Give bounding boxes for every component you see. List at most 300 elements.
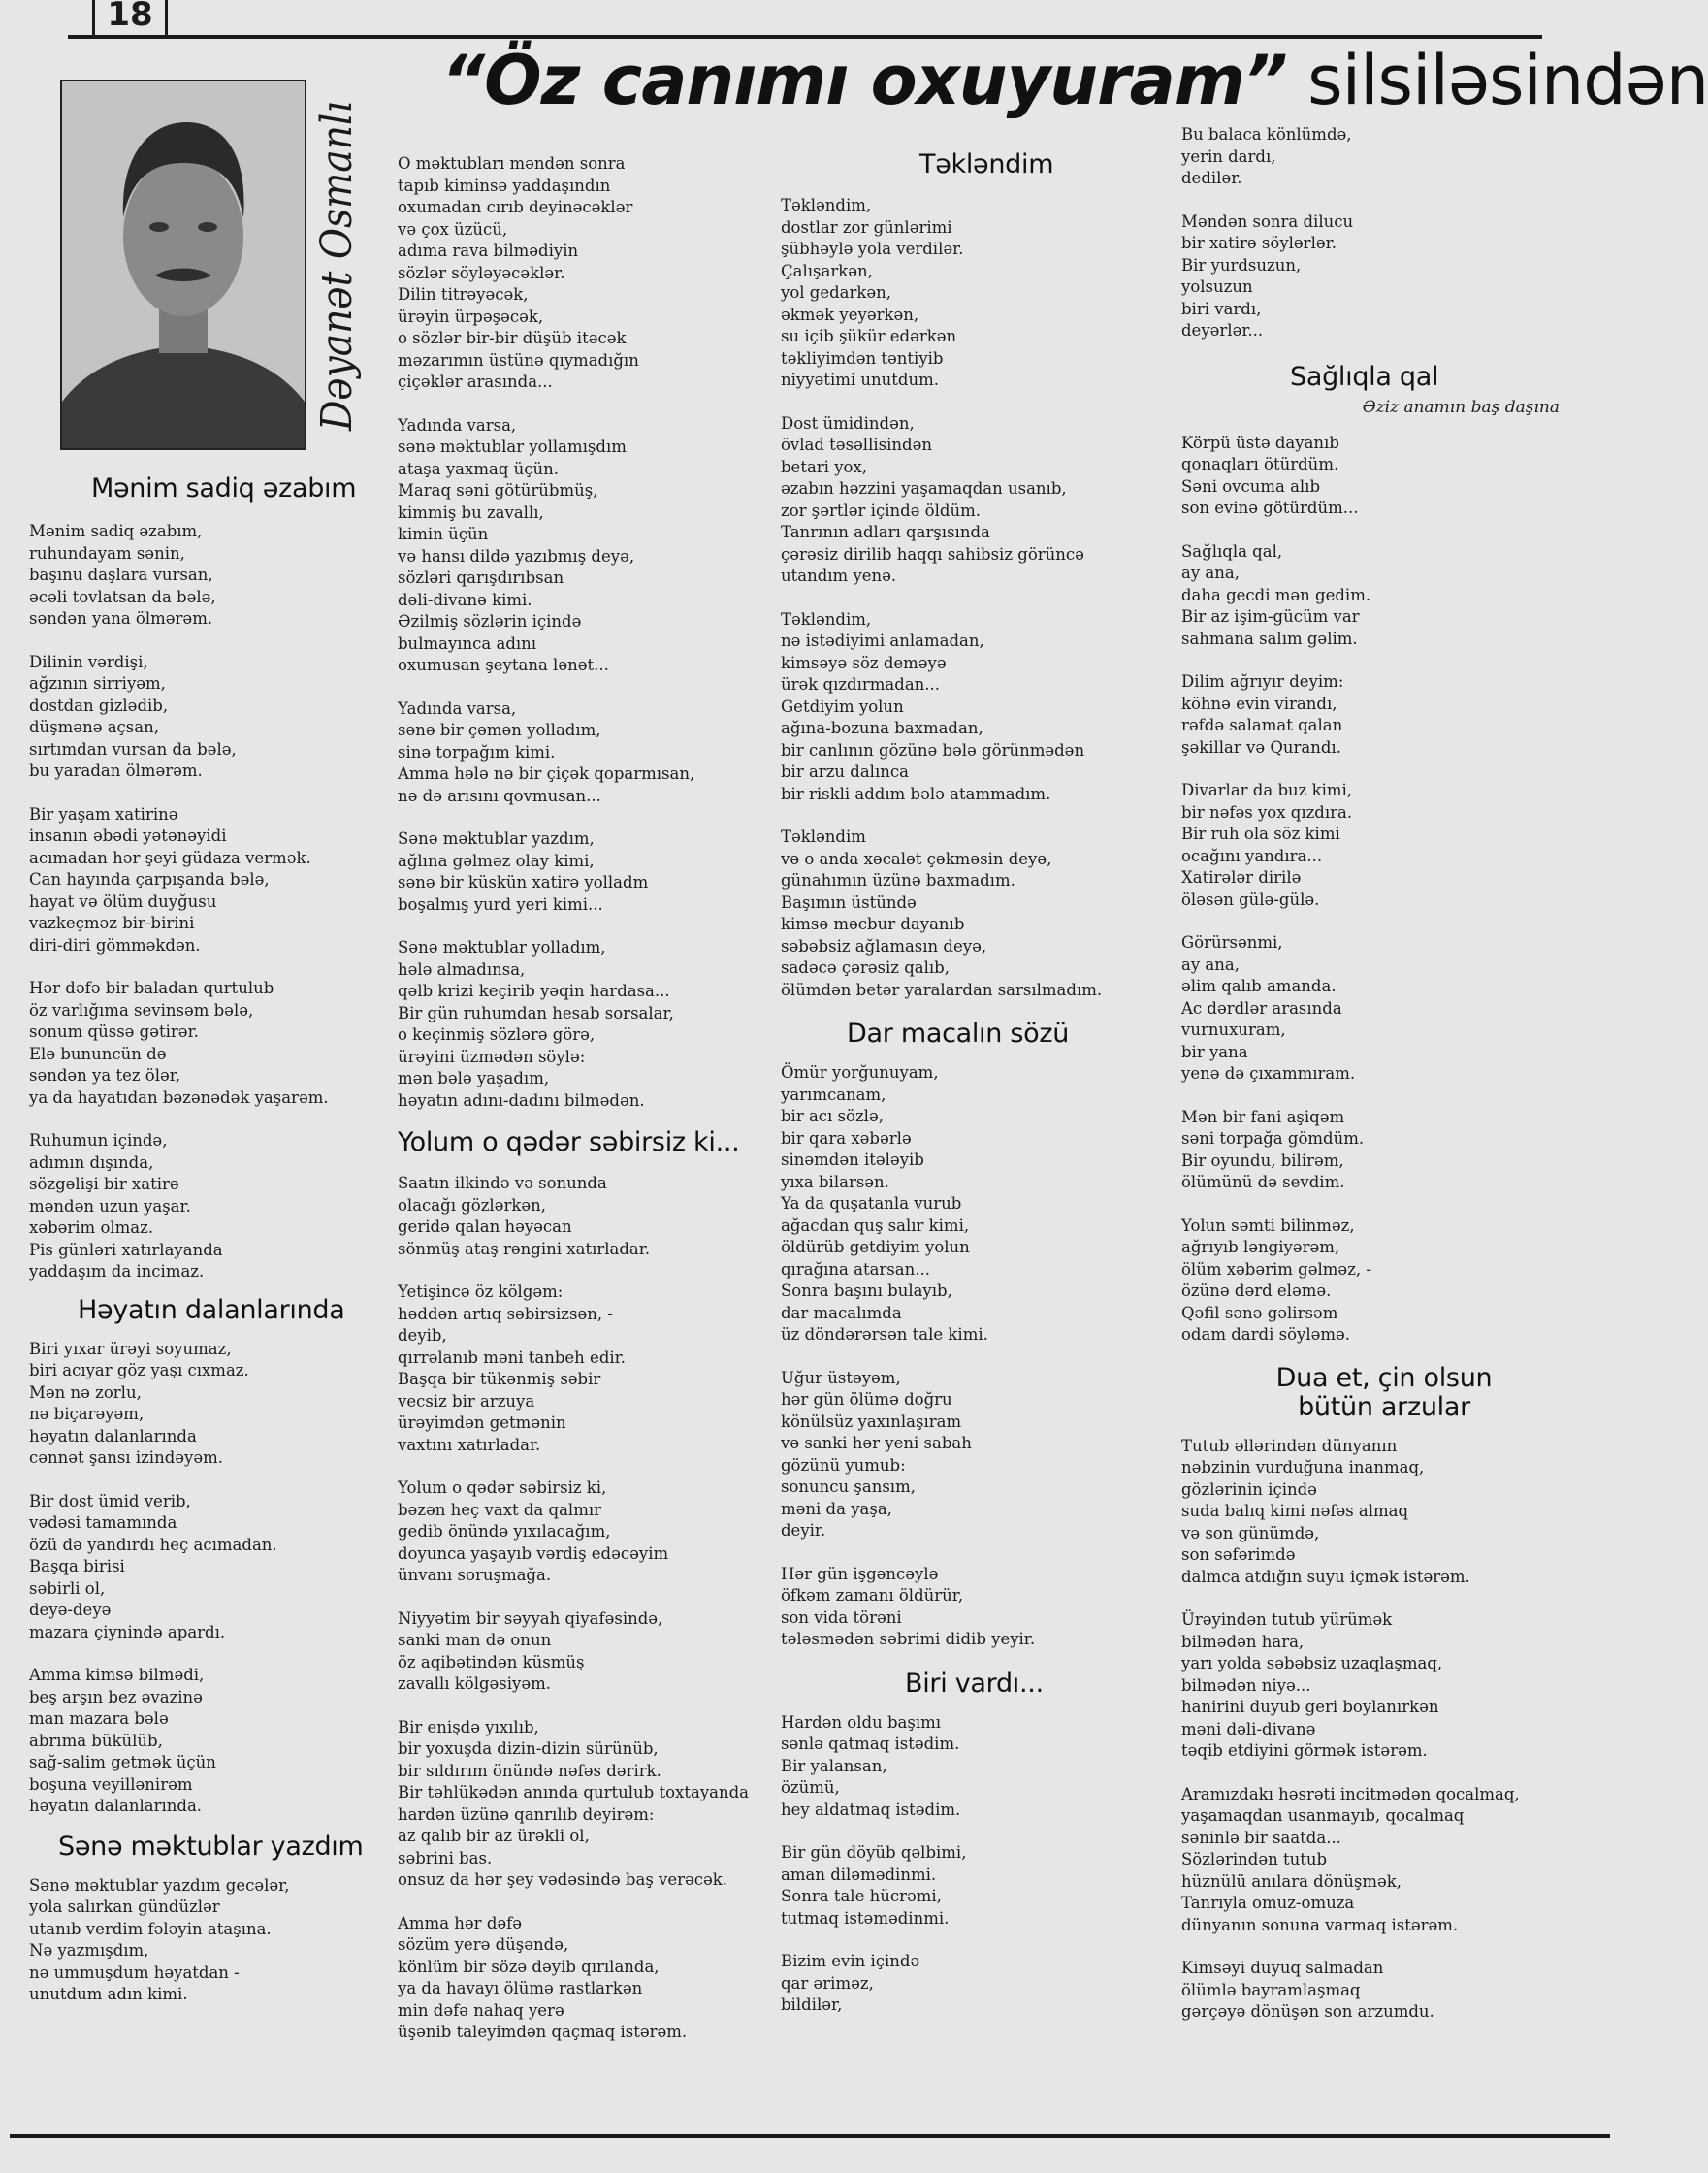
poem-title: Dua et, çin olsun bütün arzular — [1275, 1362, 1493, 1422]
stanza — [781, 1564, 1169, 1651]
poem-line: sənə bir küskün xatirə yolladm — [398, 873, 649, 892]
poem-line: son vida törəni — [781, 1607, 902, 1627]
stanza — [29, 652, 398, 783]
poem-body — [398, 153, 786, 1112]
poem-line: Hardən oldu başımı — [781, 1712, 942, 1732]
poem-line: Uğur üstəyəm, — [781, 1368, 901, 1387]
poem-body — [1181, 124, 1560, 342]
poem-line: nəbzinin vurduğuna inanmaq, — [1181, 1458, 1425, 1476]
poem-line: ölümünü də sevdim. — [1181, 1173, 1345, 1191]
poem-line: Bu balaca könlümdə, — [1181, 125, 1352, 144]
poem-line: Yadında varsa, — [398, 415, 517, 435]
poem-line: bulmayınca adını — [398, 633, 537, 653]
poem-line: Körpü üstə dayanıb — [1181, 433, 1339, 452]
stanza — [781, 413, 1169, 588]
poem-line: Bir ruh ola söz kimi — [1181, 825, 1340, 843]
poem-line: vazkeçməz bir-birini — [29, 914, 195, 932]
poem-line: məni dəli-divanə — [1181, 1719, 1316, 1738]
poem-line: sinə torpağım kimi. — [398, 742, 556, 762]
poem-line: dedilər. — [1181, 169, 1242, 187]
stanza — [398, 698, 786, 808]
poem-line: Bir yalansan, — [781, 1756, 887, 1775]
page-number: 18 — [92, 0, 168, 38]
poem-line: dəli-divanə kimi. — [398, 590, 532, 609]
poem-line: Bir az işim-gücüm var — [1181, 607, 1360, 626]
column-2 — [398, 153, 786, 2065]
poem-line: şübhəylə yola verdilər. — [781, 240, 964, 258]
poem-line: Ürəyindən tutub yürümək — [1181, 1610, 1393, 1629]
column-4 — [1181, 124, 1560, 2045]
page-headline — [441, 41, 1708, 120]
poem-line: ruhundayam sənin, — [29, 543, 185, 563]
poem-line: gedib önündə yıxılacağım, — [398, 1522, 611, 1541]
poem-line: bilmədən hara, — [1181, 1632, 1305, 1651]
stanza — [398, 153, 786, 394]
poem-line: o keçinmiş sözlərə görə, — [398, 1025, 596, 1044]
poem-line: qırağına atarsan... — [781, 1259, 930, 1279]
poem-line: yaddaşım da incimaz. — [29, 1262, 205, 1281]
poem-line: onsuz da hər şey vədəsində baş verəcək. — [398, 1870, 728, 1889]
stanza — [29, 521, 398, 631]
poem-title: Yolum o qədər səbirsiz ki... — [398, 1127, 740, 1157]
poem-line: Dilim ağrıyır deyim: — [1181, 672, 1344, 691]
poem-line: yarımcanam, — [781, 1085, 886, 1104]
poem-line: yol gedarkən, — [781, 283, 892, 302]
poem-line: sırtımdan vursan da bələ, — [29, 739, 237, 759]
poem-line: ağzının sirriyəm, — [29, 674, 166, 693]
poem-line: Divarlar da buz kimi, — [1181, 781, 1353, 799]
stanza — [398, 1477, 786, 1587]
stanza — [1181, 780, 1560, 911]
poem-line: ataşa yaxmaq üçün. — [398, 459, 559, 478]
poem-line: cənnət şansı izindəyəm. — [29, 1448, 223, 1467]
poem-line: az qalıb bir az ürəkli ol, — [398, 1827, 590, 1845]
poem-line: Dilin titrəyəcək, — [398, 285, 529, 304]
poem-line: sözgəlişi bir xatirə — [29, 1175, 179, 1193]
poem-line: abrıma bükülüb, — [29, 1731, 163, 1750]
stanza — [398, 1913, 786, 2044]
stanza — [398, 1717, 786, 1892]
poem-line: öləsən gülə-gülə. — [1181, 890, 1320, 909]
poem-body — [781, 195, 1169, 1001]
column-1 — [29, 473, 398, 2027]
poem-body — [781, 1062, 1169, 1651]
stanza — [1181, 1609, 1560, 1763]
stanza — [1181, 433, 1560, 520]
poem-line: son səfərimdə — [1181, 1545, 1296, 1564]
poem-line: kimin üçün — [398, 525, 489, 543]
poem-body — [29, 521, 398, 1283]
author-name: Dəyanət Osmanlı — [312, 60, 362, 431]
poem-line: məni da yaşa, — [781, 1499, 892, 1518]
poem-line: öz varlığıma sevinsəm bələ, — [29, 1000, 254, 1020]
header-rule — [68, 35, 1542, 39]
poem-line: Yetişincə öz kölgəm: — [398, 1282, 564, 1301]
poem-line: sahmana salım gəlim. — [1181, 629, 1358, 648]
poem-line: Tanrının adları qarşısında — [781, 523, 990, 541]
poem-line: məzarımın üstünə qıymadığın — [398, 350, 639, 370]
poem-line: hardən üzünə qanrılıb deyirəm: — [398, 1804, 655, 1824]
stanza — [398, 415, 786, 677]
poem-line: deyə-deyə — [29, 1601, 112, 1619]
poem-line: Mənim sadiq əzabım, — [29, 522, 203, 540]
poem-line: doyunca yaşayıb vərdiş edəcəyim — [398, 1543, 669, 1563]
poem-line: bir yoxuşda dizin-dizin sürünüb, — [398, 1739, 659, 1758]
poem-line: hələ almadınsa, — [398, 959, 526, 979]
poem-line: sənlə qatmaq istədim. — [781, 1735, 960, 1753]
poem-line: başınu daşlara vursan, — [29, 566, 213, 584]
poem-line: öz aqibətindən küsmüş — [398, 1652, 585, 1671]
poem-line: oxumadan cırıb deyinəcəklər — [398, 198, 633, 216]
poem-line: çiçəklər arasında... — [398, 373, 553, 391]
poem-line: bir nəfəs yox qızdıra. — [1181, 802, 1353, 822]
poem-title: Biri vardı... — [905, 1668, 1044, 1699]
poem-line: Sənə məktublar yolladım, — [398, 938, 606, 957]
poem-line: sənə məktublar yollamışdım — [398, 438, 627, 456]
poem-line: Bir enişdə yıxılıb, — [398, 1717, 539, 1736]
poem-line: hanirini duyub geri boylanırkən — [1181, 1698, 1439, 1716]
poem-line: səbrini bas. — [398, 1848, 493, 1867]
poem-line: bir arzu dalınca — [781, 762, 909, 781]
poem-line: ağlına gəlməz olay kimi, — [398, 851, 595, 870]
poem-line: və çox üzücü, — [398, 219, 508, 239]
stanza — [1181, 1784, 1560, 1937]
poem-line: zavallı kölgəsiyəm. — [398, 1674, 552, 1693]
poem-line: Mən nə zorlu, — [29, 1382, 142, 1402]
poem-line: və son günümdə, — [1181, 1523, 1320, 1542]
poem-line: Nə yazmışdım, — [29, 1941, 149, 1960]
stanza — [1181, 1436, 1560, 1589]
poem-line: Sənə məktublar yazdım gecələr, — [29, 1875, 290, 1895]
stanza — [29, 1491, 398, 1644]
poem-line: Getdiyim yolun — [781, 697, 904, 716]
poem-line: Sənə məktublar yazdım, — [398, 829, 595, 848]
poem-line: Çalışarkən, — [781, 261, 873, 280]
poem-line: könülsüz yaxınlaşıram — [781, 1411, 962, 1431]
stanza — [398, 1173, 786, 1260]
poem-line: Niyyətim bir səyyah qiyafəsində, — [398, 1608, 663, 1628]
poem-line: deyərlər... — [1181, 321, 1264, 340]
poem-line: bir sıldırım önündə nəfəs dərirk. — [398, 1761, 661, 1780]
stanza — [398, 828, 786, 916]
poem-line: insanın əbədi yətənəyidi — [29, 827, 227, 845]
poem-line: Bir oyundu, bilirəm, — [1181, 1151, 1344, 1170]
poem-line: vurnuxuram, — [1181, 1021, 1286, 1039]
poem-line: aman diləmədinmi. — [781, 1865, 937, 1884]
poem-line: dostdan gizlədib, — [29, 696, 169, 715]
poem-line: Təkləndim — [781, 827, 866, 846]
poem-line: Qəfil sənə gəlirsəm — [1181, 1303, 1338, 1322]
poem-line: Maraq səni götürübmüş, — [398, 481, 598, 500]
poem-line: Ya da quşatanla vurub — [781, 1194, 962, 1213]
poem-line: Hər gün işgəncəylə — [781, 1564, 939, 1583]
poem-title: Təkləndim — [919, 149, 1054, 179]
poem-line: adıma rava bilmədiyin — [398, 242, 579, 260]
poem-line: ürəyimdən getmənin — [398, 1413, 566, 1432]
poem-line: sadəcə çərəsiz qalıb, — [781, 958, 950, 977]
poem-line: sonum qüssə gətirər. — [29, 1022, 199, 1041]
poem-line: yıxa bilarsən. — [781, 1172, 889, 1191]
stanza — [781, 1712, 1169, 1822]
poem-line: dünyanın sonuna varmaq istərəm. — [1181, 1915, 1459, 1934]
poem-line: Bir dost ümid verib, — [29, 1491, 191, 1510]
poem-line: Xatirələr dirilə — [1181, 868, 1302, 887]
poem-line: sağ-salim getmək üçün — [29, 1753, 216, 1771]
poem-line: bəzən heç vaxt da qalmır — [398, 1500, 602, 1519]
footer-rule — [10, 2134, 1610, 2138]
poem-line: Dost ümidindən, — [781, 413, 915, 433]
poem-line: həyatın dalanlarında. — [29, 1797, 203, 1815]
poem-line: bir riskli addım bələ atammadım. — [781, 784, 1051, 803]
poem-line: bilmədən niyə... — [1181, 1675, 1311, 1695]
poem-line: betari yox, — [781, 457, 868, 476]
poem-title: Sağlıqla qal — [1290, 361, 1439, 392]
poem-line: təqib etdiyini görmək istərəm. — [1181, 1741, 1428, 1760]
poem-line: səni torpağa gömdüm. — [1181, 1129, 1365, 1148]
poem-line: ürəyin ürpəşəcək, — [398, 307, 544, 326]
poem-line: Başqa bir tükənmiş səbir — [398, 1370, 601, 1388]
poem-body — [29, 1339, 398, 1818]
stanza — [1181, 541, 1560, 651]
poem-line: yarı yolda səbəbsiz uzaqlaşmaq, — [1181, 1654, 1443, 1672]
poem-line: Ac dərdlər arasında — [1181, 998, 1342, 1018]
poem-line: yola salırkan gündüzlər — [29, 1897, 220, 1916]
poem-line: boşalmış yurd yeri kimi... — [398, 894, 603, 914]
poem-line: ya da havayı ölümə rastlarkən — [398, 1979, 643, 1997]
poem-line: Tutub əllərindən dünyanın — [1181, 1436, 1398, 1455]
poem-body — [1181, 1436, 1560, 2024]
headline-rest: silsiləsindən — [1307, 41, 1708, 120]
poem-line: ağrıyıb ləngiyərəm, — [1181, 1238, 1340, 1256]
poem-line: həddən artıq səbirsizsən, - — [398, 1304, 613, 1323]
stanza — [29, 1875, 398, 2006]
poem-line: sinəmdən itələyib — [781, 1151, 924, 1169]
poem-line: Tanrıyla omuz-omuza — [1181, 1894, 1355, 1912]
poem-line: Sözlərindən tutub — [1181, 1850, 1328, 1868]
stanza — [398, 1608, 786, 1696]
poem-line: rəfdə salamat qalan — [1181, 716, 1343, 734]
poem-line: düşmənə açsan, — [29, 718, 159, 736]
poem-line: Amma kimsə bilmədi, — [29, 1666, 205, 1684]
poem-line: dar macalımda — [781, 1303, 902, 1322]
poem-line: ölüm xəbərim gəlməz, - — [1181, 1259, 1371, 1279]
stanza — [781, 1062, 1169, 1346]
stanza — [398, 1281, 786, 1456]
stanza — [398, 937, 786, 1112]
poem-line: öldürüb getdiyim yolun — [781, 1238, 970, 1256]
poem-line: Dilinin vərdişi, — [29, 652, 148, 671]
poem-line: hey aldatmaq istədim. — [781, 1800, 961, 1819]
poem-line: diri-diri gömməkdən. — [29, 935, 201, 955]
poem-line: ay ana, — [1181, 564, 1240, 582]
poem-body — [29, 1875, 398, 2006]
column-3 — [781, 149, 1169, 2038]
poem-line: geridə qalan həyəcan — [398, 1217, 572, 1236]
poem-line: utanıb verdim fələyin ataşına. — [29, 1919, 272, 1938]
poem-line: ürəyini üzmədən söylə: — [398, 1047, 586, 1066]
poem-line: Ömür yorğunuyam, — [781, 1063, 939, 1082]
poem-line: zor şərtlər içində öldüm. — [781, 501, 981, 520]
poem-line: könlüm bir sözə dəyib qırılanda, — [398, 1957, 660, 1976]
poem-line: Can hayında çarpışanda bələ, — [29, 870, 270, 889]
poem-line: Səni ovcuma alıb — [1181, 476, 1321, 496]
poem-line: sönmüş ataş rəngini xatırladar. — [398, 1239, 651, 1258]
poem-line: Amma hər dəfə — [398, 1913, 523, 1932]
poem-line: hüznülü anılara dönüşmək, — [1181, 1871, 1402, 1891]
poem-line: Bir təhlükədən anında qurtulub toxtayanda — [398, 1783, 750, 1801]
poem-line: son evinə götürdüm... — [1181, 499, 1359, 517]
headline-quoted: “Öz canımı oxuyuram” — [441, 41, 1287, 120]
poem-line: köhnə evin virandı, — [1181, 694, 1337, 713]
poem-line: qəlb krizi keçirib yəqin hardasa... — [398, 982, 670, 1000]
poem-line: yenə də çıxammıram. — [1181, 1064, 1356, 1083]
poem-line: səndən yana ölmərəm. — [29, 609, 213, 628]
poem-line: Bir yaşam xatirinə — [29, 804, 178, 824]
poem-line: o sözlər bir-bir düşüb itəcək — [398, 329, 627, 347]
poem-line: ocağını yandıra... — [1181, 846, 1323, 865]
stanza — [1181, 1958, 1560, 2024]
stanza — [1181, 1216, 1560, 1346]
author-portrait-icon — [62, 81, 305, 448]
stanza — [1181, 671, 1560, 759]
poem-line: odam dardi söyləmə. — [1181, 1325, 1351, 1344]
stanza — [29, 1665, 398, 1818]
author-photo — [60, 80, 306, 450]
poem-line: hər gün ölümə doğru — [781, 1390, 952, 1409]
poem-body — [781, 1712, 1169, 2017]
poem-line: Yolun səmti bilinməz, — [1181, 1216, 1355, 1235]
poem-line: və hansı dildə yazıbmış deyə, — [398, 546, 635, 566]
poem-line: Aramızdakı həsrəti incitmədən qocalmaq, — [1181, 1784, 1520, 1803]
poem-line: əlim qalıb amanda. — [1181, 977, 1337, 995]
poem-line: Mən bir fani aşiqəm — [1181, 1107, 1345, 1126]
poem-line: ölümdən betər yaralardan sarsılmadım. — [781, 980, 1103, 999]
poem-line: Başqa birisi — [29, 1557, 125, 1575]
poem-line: Biri yıxar ürəyi soyumaz, — [29, 1339, 232, 1358]
poem-line: olacağı gözlərkən, — [398, 1195, 546, 1215]
poem-line: daha gecdi mən gedim. — [1181, 585, 1371, 604]
stanza — [1181, 211, 1560, 342]
poem-line: Bir yurdsuzun, — [1181, 255, 1302, 275]
poem-line: ya da hayatıdan bəzənədək yaşarəm. — [29, 1087, 329, 1107]
stanza — [29, 1339, 398, 1470]
poem-line: övlad təsəllisindən — [781, 436, 932, 454]
poem-line: sözlər söyləyəcəklər. — [398, 263, 565, 282]
poem-line: özü də yandırdı heç acımadan. — [29, 1535, 277, 1554]
poem-line: kimsəyə söz deməyə — [781, 653, 947, 672]
poem-line: deyir. — [781, 1521, 826, 1540]
poem-line: sözləri qarışdırıbsan — [398, 568, 564, 587]
poem-title: Sənə məktublar yazdım — [58, 1831, 364, 1862]
poem-title: Dar macalın sözü — [847, 1019, 1070, 1049]
poem-line: bir yana — [1181, 1042, 1248, 1061]
poem-line: beş arşın bez əvazinə — [29, 1687, 203, 1706]
poem-line: nə istədiyimi anlamadan, — [781, 632, 984, 650]
poem-line: yaşamaqdan usanmayıb, qocalmaq — [1181, 1806, 1465, 1825]
stanza — [781, 1368, 1169, 1542]
poem-line: xəbərim olmaz. — [29, 1218, 154, 1237]
poem-line: qonaqları ötürdüm. — [1181, 455, 1339, 473]
poem-line: kimmiş bu zavallı, — [398, 503, 544, 522]
poem-line: gözlərinin içində — [1181, 1479, 1317, 1499]
poem-line: niyyətimi unutdum. — [781, 371, 939, 389]
poem-line: əkmək yeyərkən, — [781, 305, 919, 324]
poem-line: özümü, — [781, 1778, 840, 1797]
poem-line: bildilər, — [781, 1995, 843, 2014]
poem-line: ünvanı soruşmağa. — [398, 1566, 552, 1584]
poem-line: Yolum o qədər səbirsiz ki, — [398, 1478, 607, 1497]
poem-line: su içib şükür edərkən — [781, 327, 957, 345]
poem-line: dostlar zor günlərimi — [781, 217, 952, 237]
poem-line: Bizim evin içində — [781, 1952, 920, 1970]
poem-title: Həyatın dalanlarında — [78, 1294, 345, 1325]
poem-line: Ruhumun içində, — [29, 1131, 168, 1150]
poem-line: qırrəlanıb məni tanbeh edir. — [398, 1347, 626, 1367]
poem-line: Sonra tale hücrəmi, — [781, 1887, 942, 1905]
poem-line: Məndən sonra dilucu — [1181, 211, 1354, 231]
stanza — [781, 1842, 1169, 1930]
poem-line: deyib, — [398, 1326, 447, 1345]
poem-line: ürək qızdırmadan... — [781, 675, 941, 694]
poem-line: Bir gün ruhumdan hesab sorsalar, — [398, 1003, 674, 1022]
poem-line: Saatın ilkində və sonunda — [398, 1174, 607, 1192]
poem-line: ay ana, — [1181, 955, 1240, 974]
poem-line: tutmaq istəmədinmi. — [781, 1908, 950, 1928]
poem-line: min dəfə nahaq yerə — [398, 2000, 564, 2020]
poem-line: vədəsi tamamında — [29, 1513, 177, 1532]
poem-line: sənə bir çəmən yolladım, — [398, 721, 601, 739]
poem-line: mən bələ yaşadım, — [398, 1069, 550, 1087]
poem-line: nə biçarəyəm, — [29, 1405, 145, 1423]
poem-line: vaxtını xatırladar. — [398, 1435, 541, 1454]
poem-line: Hər dəfə bir baladan qurtulub — [29, 979, 274, 997]
poem-line: qar əriməz, — [781, 1973, 874, 1993]
poem-line: boşuna veyillənirəm — [29, 1774, 193, 1794]
poem-line: sözüm yerə düşəndə, — [398, 1935, 569, 1954]
poem-line: səninlə bir saatda... — [1181, 1828, 1341, 1847]
stanza — [1181, 932, 1560, 1086]
poem-line: Təkləndim, — [781, 196, 872, 214]
poem-line: bir xatirə söylərlər. — [1181, 234, 1337, 252]
poem-line: çərəsiz dirilib haqqı sahibsiz görüncə — [781, 544, 1084, 564]
poem-line: dalmca atdığın suyu içmək istərəm. — [1181, 1567, 1470, 1586]
poem-line: səbirli ol, — [29, 1578, 106, 1598]
poem-line: məndən uzun yaşar. — [29, 1196, 191, 1216]
poem-line: Görürsənmi, — [1181, 933, 1283, 952]
poem-line: şəkillar və Qurandı. — [1181, 737, 1341, 757]
poem-line: və sanki hər yeni sabah — [781, 1434, 972, 1452]
poem-line: tapıb kiminsə yaddaşındın — [398, 176, 611, 195]
poem-line: üz döndərərsən tale kimi. — [781, 1325, 988, 1344]
poem-line: üşənib taleyimdən qaçmaq istərəm. — [398, 2023, 688, 2041]
poem-line: Təkləndim, — [781, 609, 872, 629]
poem-body — [398, 1173, 786, 2044]
poem-line: öfkəm zamanı öldürür, — [781, 1586, 964, 1605]
poem-line: biri acıyar göz yaşı cıxmaz. — [29, 1361, 249, 1379]
poem-line: adımın dışında, — [29, 1152, 154, 1172]
poem-line: utandım yenə. — [781, 567, 897, 585]
poem-line: ölümlə bayramlaşmaq — [1181, 1980, 1361, 1999]
poem-line: səndən ya tez ölər, — [29, 1066, 181, 1085]
poem-line: yerin dardı, — [1181, 146, 1276, 166]
stanza — [781, 827, 1169, 1001]
poem-line: ağına-bozuna baxmadan, — [781, 719, 983, 737]
poem-line: O məktubları məndən sonra — [398, 154, 626, 173]
stanza — [781, 609, 1169, 806]
poem-line: sonuncu şansım, — [781, 1477, 916, 1496]
poem-dedication: Əziz anamın baş daşına — [1362, 397, 1560, 417]
stanza — [29, 804, 398, 957]
